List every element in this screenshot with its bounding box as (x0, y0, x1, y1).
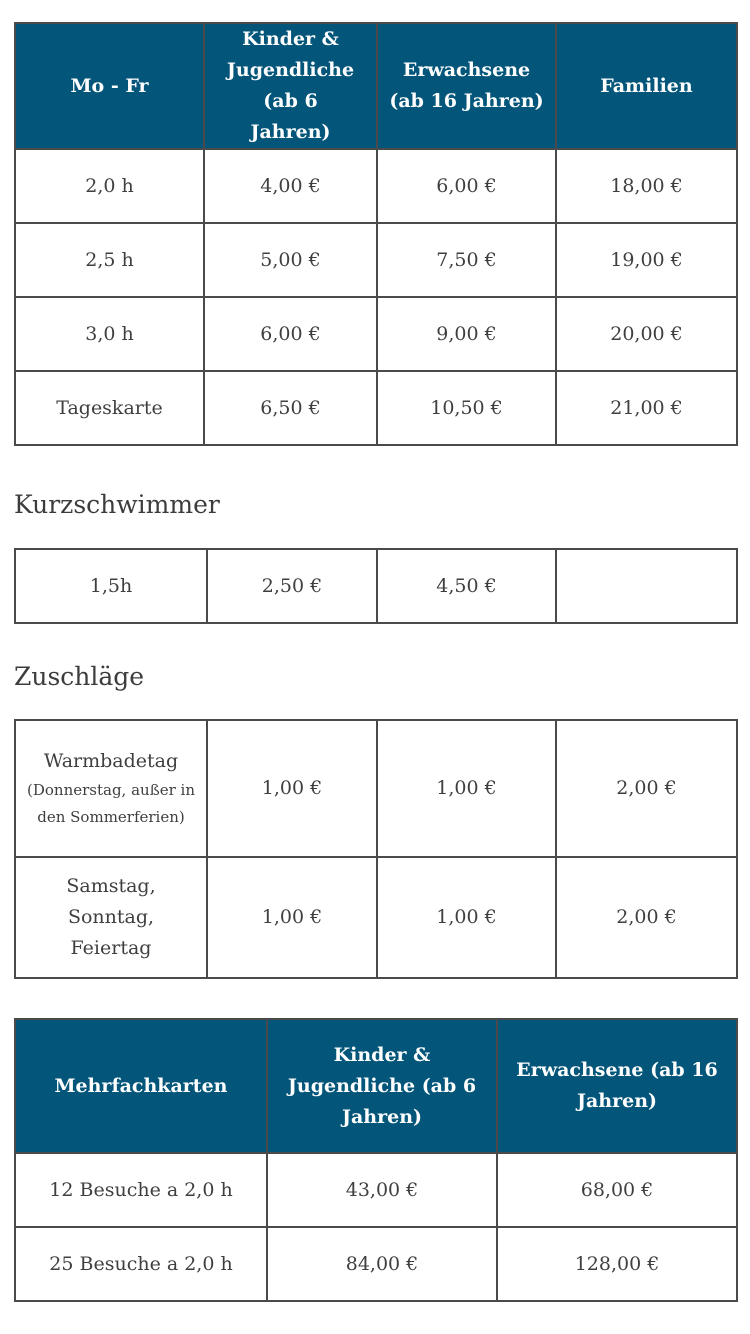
price-cell: 20,00 € (556, 297, 737, 371)
duration-cell: 2,0 h (15, 149, 204, 223)
duration-cell: Tageskarte (15, 371, 204, 445)
ticket-cell: 12 Besuche a 2,0 h (15, 1153, 267, 1227)
price-cell: 6,00 € (204, 297, 377, 371)
price-cell: 6,50 € (204, 371, 377, 445)
mehrfachkarten-table (14, 1018, 738, 1302)
price-cell (556, 549, 737, 623)
price-cell: 128,00 € (497, 1227, 737, 1301)
price-table (14, 22, 738, 446)
surcharge-label-cell (15, 720, 207, 857)
kurzschwimmer-table (14, 548, 738, 624)
price-table-header (15, 23, 737, 149)
price-cell: 2,00 € (556, 720, 737, 857)
price-cell: 1,00 € (207, 720, 377, 857)
price-cell: 1,00 € (377, 720, 556, 857)
price-cell: 43,00 € (267, 1153, 497, 1227)
table-row (15, 223, 737, 297)
table-row (15, 1227, 737, 1301)
surcharge-label: Samstag, Sonntag, Feiertag (66, 875, 156, 959)
price-cell: 2,00 € (556, 857, 737, 978)
duration-cell: 2,5 h (15, 223, 204, 297)
header-adults: Erwachsene (ab 16 Jahren) (377, 23, 556, 149)
header-adults: Erwachsene (ab 16 Jahren) (497, 1019, 737, 1153)
header-children: Kinder & Jugendliche (ab 6 Jahren) (267, 1019, 497, 1153)
price-cell: 6,00 € (377, 149, 556, 223)
zuschlaege-table (14, 719, 738, 979)
table-row (15, 1153, 737, 1227)
section-title-zuschlaege: Zuschläge (14, 662, 145, 691)
table-row (15, 297, 737, 371)
price-cell: 9,00 € (377, 297, 556, 371)
surcharge-label-cell (15, 857, 207, 978)
header-children: Kinder & Jugendliche (ab 6 Jahren) (204, 23, 377, 149)
duration-cell: 3,0 h (15, 297, 204, 371)
price-cell: 7,50 € (377, 223, 556, 297)
price-cell: 2,50 € (207, 549, 377, 623)
header-families: Familien (556, 23, 737, 149)
duration-cell: 1,5h (15, 549, 207, 623)
ticket-cell: 25 Besuche a 2,0 h (15, 1227, 267, 1301)
price-cell: 21,00 € (556, 371, 737, 445)
price-cell: 4,50 € (377, 549, 556, 623)
surcharge-label: Warmbadetag (43, 750, 179, 772)
mehrfachkarten-header (15, 1019, 737, 1153)
price-cell: 84,00 € (267, 1227, 497, 1301)
surcharge-note: (Donnerstag, außer in den Sommerferien) (27, 781, 195, 826)
header-mehrfachkarten: Mehrfachkarten (15, 1019, 267, 1153)
price-cell: 1,00 € (377, 857, 556, 978)
header-weekday: Mo - Fr (15, 23, 204, 149)
table-row (15, 149, 737, 223)
price-cell: 19,00 € (556, 223, 737, 297)
table-row (15, 857, 737, 978)
price-cell: 10,50 € (377, 371, 556, 445)
table-row (15, 371, 737, 445)
section-title-kurzschwimmer: Kurzschwimmer (14, 490, 220, 519)
price-cell: 18,00 € (556, 149, 737, 223)
table-row (15, 720, 737, 857)
table-row (15, 549, 737, 623)
price-cell: 68,00 € (497, 1153, 737, 1227)
price-cell: 1,00 € (207, 857, 377, 978)
price-cell: 4,00 € (204, 149, 377, 223)
price-cell: 5,00 € (204, 223, 377, 297)
